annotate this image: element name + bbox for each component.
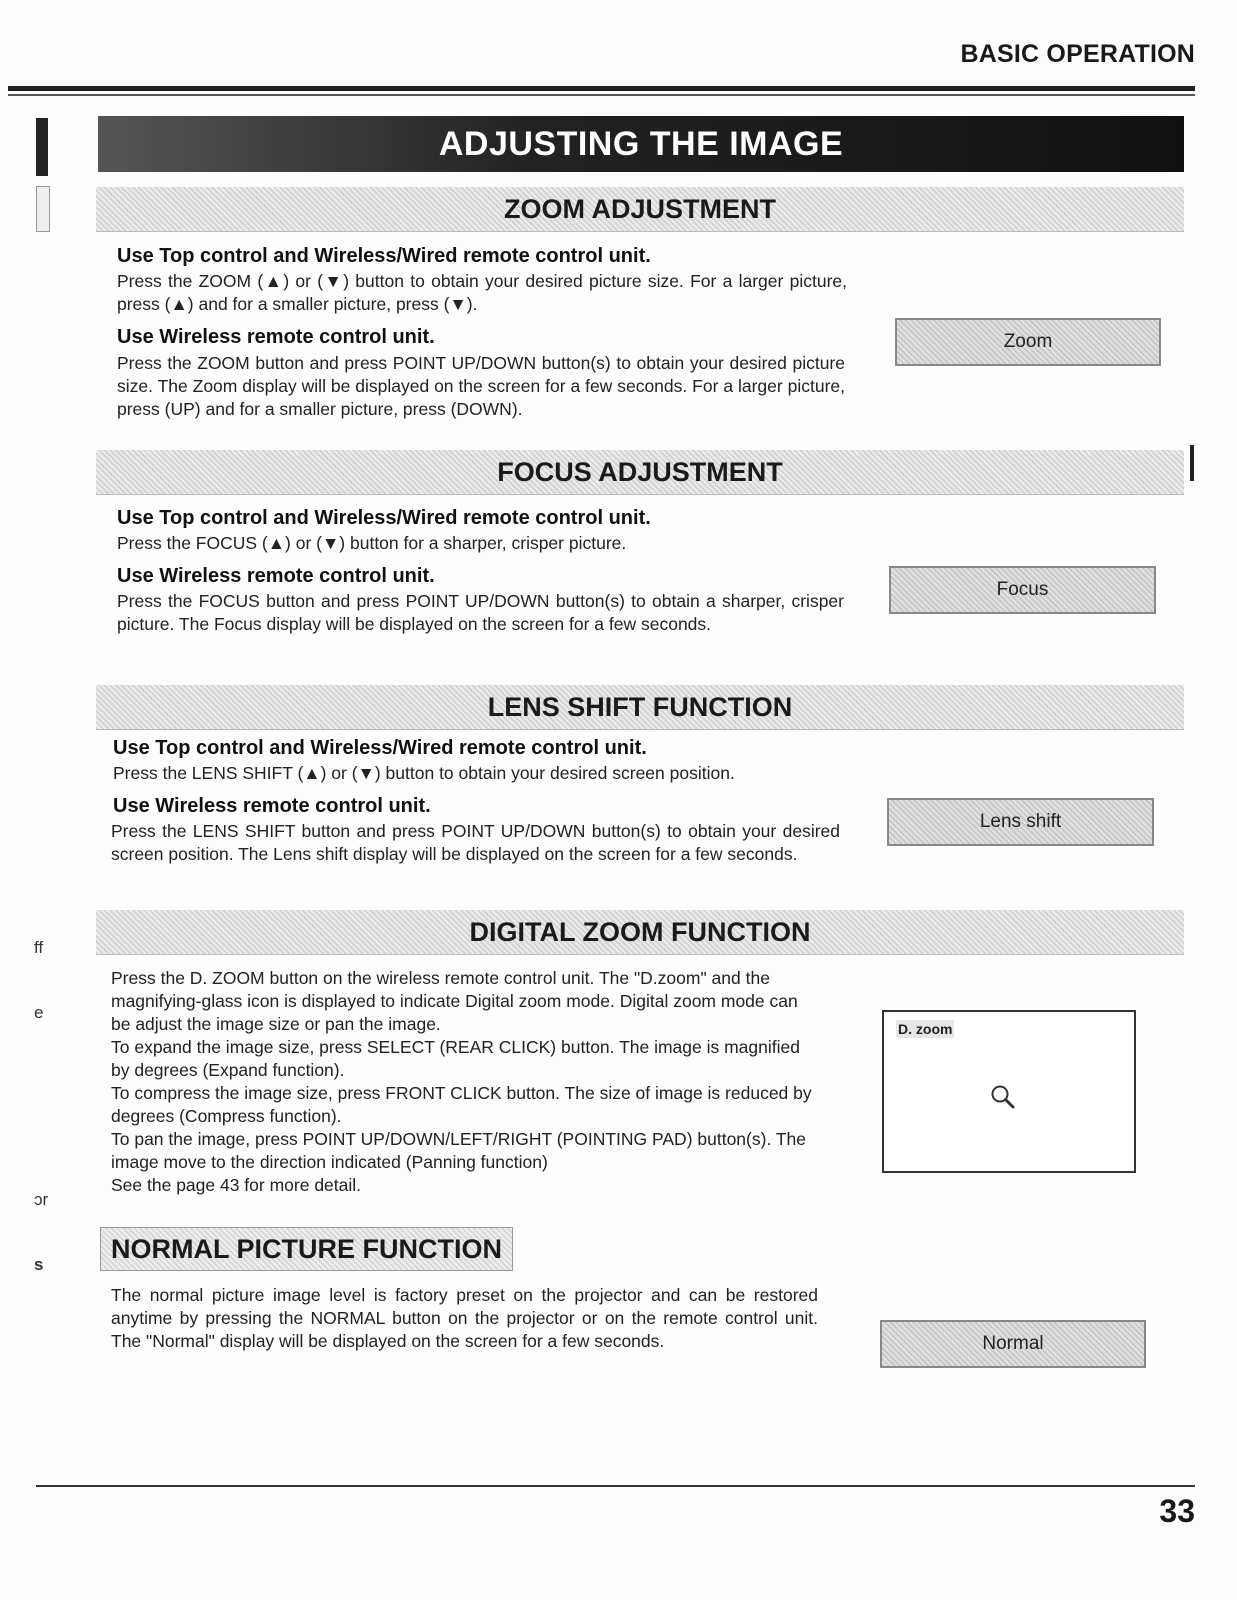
zoom-wireless-heading: Use Wireless remote control unit.	[117, 326, 435, 348]
lens-shift-section-title: LENS SHIFT FUNCTION	[487, 692, 793, 722]
running-header: BASIC OPERATION	[960, 40, 1195, 68]
focus-section-title: FOCUS ADJUSTMENT	[497, 457, 783, 487]
page-title: ADJUSTING THE IMAGE	[98, 116, 1184, 172]
header-rule	[8, 86, 1195, 91]
lens-shift-section-bar	[96, 685, 1184, 730]
focus-section-bar	[96, 450, 1184, 495]
digital-zoom-section-title: DIGITAL ZOOM FUNCTION	[469, 917, 811, 947]
normal-section-title: NORMAL PICTURE FUNCTION	[100, 1227, 513, 1271]
focus-wireless-heading: Use Wireless remote control unit.	[117, 565, 435, 587]
lens-shift-top-text: Press the LENS SHIFT (▲) or (▼) button to obtain your desired screen position.	[113, 763, 735, 783]
digital-zoom-para-2: To expand the image size, press SELECT (REAR CLICK) button. The image is magnified by degrees (Expand function).	[111, 1037, 800, 1080]
margin-fragment: s	[34, 1255, 44, 1274]
digital-zoom-osd-label: D. zoom	[898, 1021, 953, 1037]
zoom-top-text: Press the ZOOM (▲) or (▼) button to obtain your desired picture size. For a larger picture, press (▲) and for a smaller picture, press (▼).	[117, 271, 847, 314]
margin-fragment: ɔr	[34, 1190, 49, 1209]
digital-zoom-para-1: Press the D. ZOOM button on the wireless remote control unit. The "D.zoom" and the magnifying-glass icon is displayed to indicate Digital zoom mode. Digital zoom mode can be adjust the image size or pan the image.	[111, 968, 798, 1034]
digital-zoom-section-bar	[96, 910, 1184, 955]
focus-osd-display: Focus	[889, 566, 1156, 614]
focus-top-heading: Use Top control and Wireless/Wired remote control unit.	[117, 507, 651, 529]
edge-mark	[1190, 445, 1194, 481]
lens-shift-wireless-heading: Use Wireless remote control unit.	[113, 795, 431, 817]
lens-shift-top-heading: Use Top control and Wireless/Wired remote control unit.	[113, 737, 647, 759]
digital-zoom-para-5: See the page 43 for more detail.	[111, 1175, 362, 1195]
focus-top-text: Press the FOCUS (▲) or (▼) button for a sharper, crisper picture.	[117, 533, 627, 553]
digital-zoom-para-4: To pan the image, press POINT UP/DOWN/LEFT/RIGHT (POINTING PAD) button(s). The image move to the direction indicated (Panning function)	[111, 1129, 807, 1172]
margin-tab-mark-light	[36, 186, 50, 232]
header-rule-thin	[8, 94, 1195, 96]
page-number: 33	[1159, 1493, 1195, 1529]
zoom-wireless-text: Press the ZOOM button and press POINT UP/DOWN button(s) to obtain your desired picture size. The Zoom display will be displayed on the screen for a few seconds. For a larger picture, press (UP) and for a smaller picture, press (DOWN).	[117, 353, 845, 419]
focus-wireless-text: Press the FOCUS button and press POINT UP/DOWN button(s) to obtain a sharper, crisper picture. The Focus display will be displayed on the screen for a few seconds.	[117, 591, 844, 634]
zoom-section-title: ZOOM ADJUSTMENT	[504, 194, 776, 224]
normal-osd-display: Normal	[880, 1320, 1146, 1368]
zoom-top-heading: Use Top control and Wireless/Wired remote control unit.	[117, 245, 651, 267]
magnifying-glass-icon	[988, 1082, 1018, 1112]
digital-zoom-text	[111, 967, 819, 1197]
margin-tab-mark	[36, 118, 48, 176]
lens-shift-osd-display: Lens shift	[887, 798, 1154, 846]
margin-fragment: e	[34, 1003, 44, 1022]
digital-zoom-osd-screen	[882, 1010, 1136, 1173]
zoom-osd-display: Zoom	[895, 318, 1161, 366]
margin-fragment: ff	[34, 938, 44, 957]
lens-shift-wireless-text: Press the LENS SHIFT button and press POINT UP/DOWN button(s) to obtain your desired screen position. The Lens shift display will be displayed on the screen for a few seconds.	[111, 821, 840, 864]
zoom-section-bar	[96, 187, 1184, 232]
footer-rule	[36, 1485, 1195, 1487]
digital-zoom-para-3: To compress the image size, press FRONT CLICK button. The size of image is reduced by degrees (Compress function).	[111, 1083, 812, 1126]
normal-text: The normal picture image level is factory preset on the projector and can be restored anytime by pressing the NORMAL button on the projector or on the remote control unit. The "Normal" display will be displayed on the screen for a few seconds.	[111, 1285, 818, 1351]
